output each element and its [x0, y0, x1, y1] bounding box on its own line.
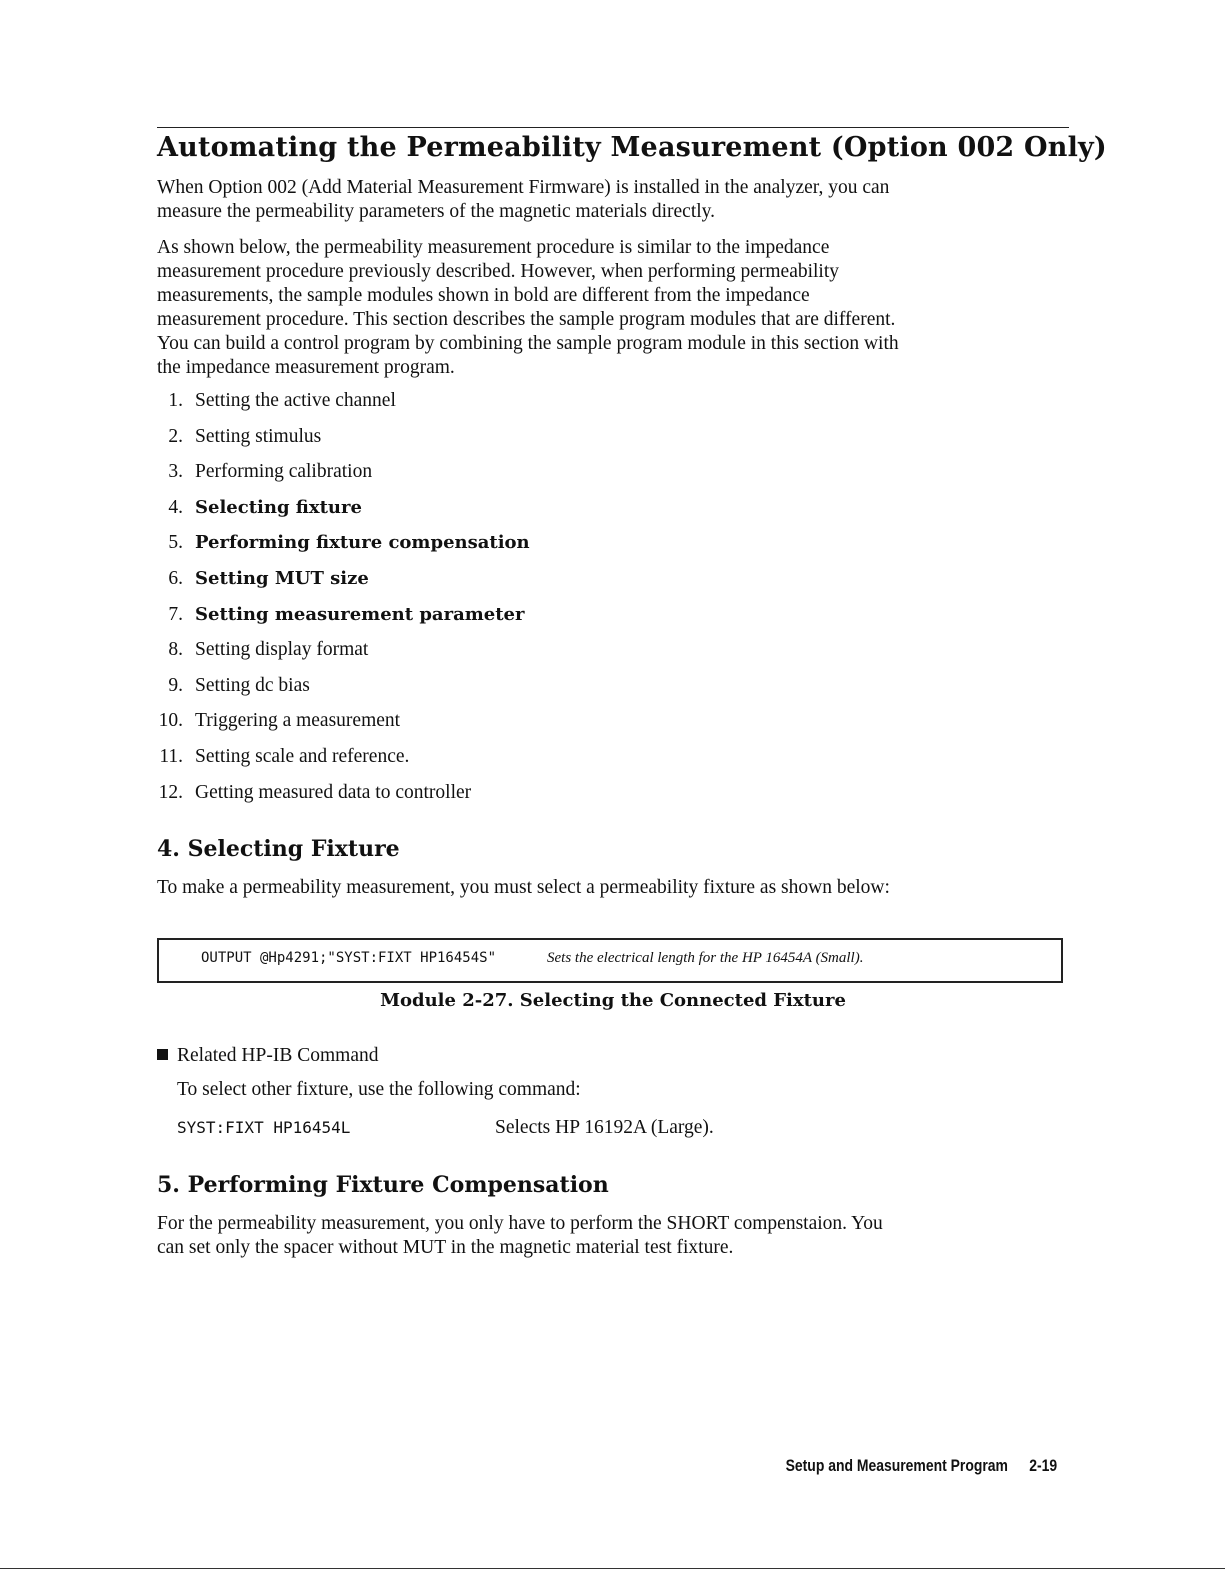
intro-line-1: When Option 002 (Add Material Measurement Firmware) is installed in the analyzer, you can — [157, 177, 890, 198]
overview-line-3: measurements, the sample modules shown in bold are different from the impedance — [157, 285, 810, 306]
module-caption: Module 2-27. Selecting the Connected Fixture — [380, 990, 846, 1011]
bullet-square-icon — [157, 1049, 168, 1060]
code-comment: Sets the electrical length for the HP 16454A (Small). — [547, 950, 864, 966]
footer-chapter: Setup and Measurement Program — [785, 1456, 1008, 1475]
page-footer — [785, 1456, 1057, 1476]
section-5-line-1: For the permeability measurement, you only have to perform the SHORT compenstaion. You — [157, 1213, 883, 1234]
related-command-text: To select other fixture, use the following command: — [177, 1079, 581, 1100]
bottom-rule — [0, 1568, 1225, 1569]
overview-line-2: measurement procedure previously described. However, when performing permeability — [157, 261, 840, 282]
section-5-heading: 5. Performing Fixture Compensation — [157, 1172, 609, 1198]
code-line: OUTPUT @Hp4291;"SYST:FIXT HP16454S" — [201, 950, 497, 966]
section-4-heading: 4. Selecting Fixture — [157, 836, 400, 862]
overview-line-1: As shown below, the permeability measurement procedure is similar to the impedance — [157, 237, 830, 258]
command-name: SYST:FIXT HP16454L — [177, 1118, 351, 1137]
page-heading: Automating the Permeability Measurement (Option 002 Only) — [157, 132, 1107, 163]
footer-page-number: 2-19 — [1029, 1456, 1057, 1475]
related-command-title: Related HP-IB Command — [177, 1045, 379, 1066]
intro-line-2: measure the permeability parameters of the magnetic materials directly. — [157, 201, 716, 222]
top-rule — [157, 127, 1069, 128]
section-4-paragraph: To make a permeability measurement, you must select a permeability fixture as shown below: — [157, 877, 890, 898]
section-5-line-2: can set only the spacer without MUT in the magnetic material test fixture. — [157, 1237, 734, 1258]
command-description: Selects HP 16192A (Large). — [495, 1117, 714, 1138]
overview-line-4: measurement procedure. This section describes the sample program modules that are different. — [157, 309, 896, 330]
overview-line-5: You can build a control program by combining the sample program module in this section with — [157, 333, 899, 354]
document-page: Automating the Permeability Measurement (Option 002 Only) When Option 002 (Add Material Measurement Firmware) is installed in the analyzer, you can measure the permeability parameters of the magnetic materials directly. As shown below, the permeability measurement procedure is similar to the impedance measurement procedure previously described. However, when performing permeability measurements, the sample modules shown in bold are different from the impedance measurement procedure. This section describes the sample program modules that are different. You can build a control program by combining the sample program module in this section with the impedance measurement program. 1. Setting the active channel 2. Setting stimulus 3. Performing calibration 4. Selecting fixture 5. Performing fixture compensation 6. Setting MUT size 7. Setting measurement parameter 8. Setting display format 9. Setting dc bias 10. Triggering a measurement 11. Setting scale and reference. 12. Getting measured data to controller 4. Selecting Fixture To make a permeability measurement, you must select a permeability fixture as shown below: OUTPUT @Hp4291;"SYST:FIXT HP16454S" Sets the electrical length for the HP 16454A (Small). Module 2-27. Selecting the Connected Fixture Related HP-IB Command To select other fixture, use the following command: SYST:FIXT HP16454L Selects HP 16192A (Large). 5. Performing Fixture Compensation For the permeability measurement, you only have to perform the SHORT compenstaion. You can set only the spacer without MUT in the magnetic material test fixture. Setup and Measurement Program 2-19 — [157, 0, 1069, 1585]
code-box — [157, 938, 1063, 983]
overview-line-6: the impedance measurement program. — [157, 357, 455, 378]
